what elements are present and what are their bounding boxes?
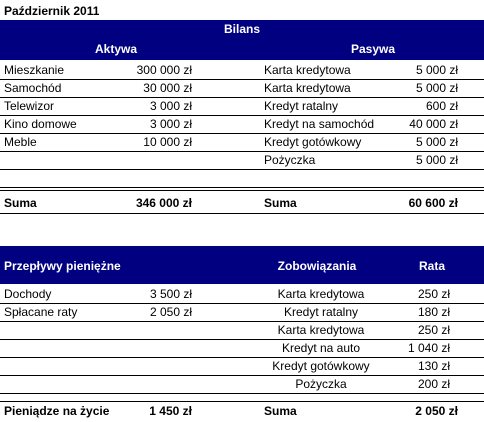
liability-value: 5 000 zł: [415, 63, 458, 77]
liabilities-sum-value: 60 600 zł: [408, 196, 458, 210]
obligation-name: Kredyt na auto: [281, 341, 361, 355]
obligation-rate: 200 zł: [417, 377, 450, 391]
asset-name: Meble: [4, 135, 37, 149]
divider-line: [0, 401, 484, 402]
asset-value: 3 000 zł: [149, 117, 192, 131]
liability-value: 600 zł: [425, 99, 458, 113]
obligation-name: Karta kredytowa: [277, 323, 365, 337]
asset-value: 3 000 zł: [149, 99, 192, 113]
balance-header: Bilans: [223, 22, 260, 36]
assets-sum-value: 346 000 zł: [135, 196, 192, 210]
liability-name: Kredyt ratalny: [264, 99, 339, 113]
row-border: [0, 169, 484, 170]
living-money-label: Pieniądze na życie: [4, 404, 110, 418]
asset-name: Kino domowe: [4, 117, 77, 131]
assets-header: Aktywa: [94, 42, 138, 56]
obligations-sum-label: Suma: [264, 404, 297, 418]
liability-value: 5 000 zł: [415, 153, 458, 167]
obligation-rate: 250 zł: [417, 323, 450, 337]
asset-name: Mieszkanie: [4, 63, 65, 77]
obligation-name: Karta kredytowa: [277, 287, 365, 301]
obligation-rate: 250 zł: [417, 287, 450, 301]
obligation-name: Kredyt ratalny: [283, 305, 359, 319]
obligations-sum-value: 2 050 zł: [415, 404, 458, 418]
obligation-rate: 180 zł: [417, 305, 450, 319]
obligations-header: Zobowiązania: [277, 259, 357, 273]
asset-value: 10 000 zł: [143, 135, 192, 149]
liabilities-sum-label: Suma: [264, 196, 297, 210]
liability-name: Karta kredytowa: [264, 81, 351, 95]
assets-sum-label: Suma: [4, 196, 37, 210]
asset-name: Telewizor: [4, 99, 55, 113]
liability-value: 5 000 zł: [415, 135, 458, 149]
sheet-title: Październik 2011: [4, 4, 100, 18]
obligation-rate: 130 zł: [417, 359, 450, 373]
cashflow-value: 2 050 zł: [149, 305, 192, 319]
rate-header: Rata: [418, 259, 445, 273]
liability-value: 40 000 zł: [409, 117, 458, 131]
divider-line: [0, 213, 484, 214]
divider-line: [0, 190, 484, 191]
cashflow-name: Spłacane raty: [4, 305, 78, 319]
obligation-name: Pożyczka: [295, 377, 347, 391]
cashflow-name: Dochody: [4, 287, 52, 301]
asset-value: 300 000 zł: [136, 63, 192, 77]
asset-value: 30 000 zł: [143, 81, 192, 95]
liability-value: 5 000 zł: [415, 81, 458, 95]
row-border: [0, 187, 484, 188]
liability-name: Karta kredytowa: [264, 63, 351, 77]
liability-name: Kredyt gotówkowy: [264, 135, 362, 149]
row-border: [0, 393, 484, 394]
obligation-rate: 1 040 zł: [407, 341, 450, 355]
liability-name: Pożyczka: [264, 153, 316, 167]
living-money-value: 1 450 zł: [149, 404, 192, 418]
obligation-name: Kredyt gotówkowy: [272, 359, 370, 373]
cashflow-header: Przepływy pieniężne: [4, 259, 121, 273]
liabilities-header: Pasywa: [350, 42, 396, 56]
liability-name: Kredyt na samochód: [264, 117, 375, 131]
cashflow-value: 3 500 zł: [149, 287, 192, 301]
asset-name: Samochód: [4, 81, 62, 95]
